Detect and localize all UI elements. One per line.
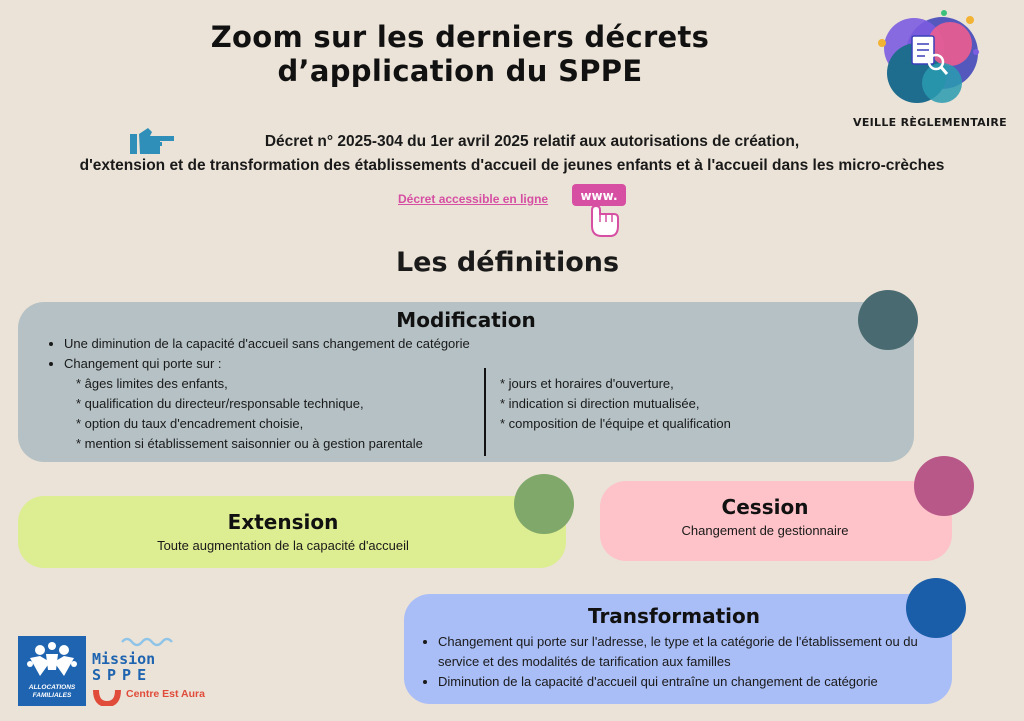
- caf-figures-icon: [18, 636, 86, 684]
- cession-title: Cession: [721, 495, 809, 519]
- modification-bullet-1: • Une diminution de la capacité d'accueil sans changement de catégorie: [64, 334, 470, 354]
- transformation-bullets: [438, 632, 942, 692]
- modification-bullet-2: • Changement qui porte sur :: [64, 354, 470, 374]
- extension-dot: [514, 474, 574, 534]
- www-label: www.: [580, 189, 618, 203]
- decree-online-link[interactable]: Décret accessible en ligne: [398, 192, 549, 206]
- transformation-bullet-1: • Changement qui porte sur l'adresse, le type et la catégorie de l'établissement ou du service et des modalités de tarification aux familles: [438, 632, 942, 672]
- decree-line-1: Décret n° 2025-304 du 1er avril 2025 relatif aux autorisations de création,: [264, 133, 800, 150]
- sppe-region: Centre Est Aura: [126, 688, 205, 700]
- modification-left-list: [76, 374, 423, 454]
- cession-card: [600, 481, 952, 561]
- mission-sppe-logo: [92, 636, 222, 706]
- extension-card: [18, 496, 566, 568]
- list-item: * indication si direction mutualisée,: [500, 396, 700, 411]
- column-divider: [484, 368, 486, 456]
- cession-text: Changement de gestionnaire: [681, 523, 849, 538]
- list-item: * option du taux d'encadrement choisie,: [76, 416, 304, 431]
- caf-line-1: ALLOCATIONS: [28, 684, 76, 691]
- modification-right-list: [500, 374, 731, 434]
- decree-line-2: d'extension et de transformation des établissements d'accueil de jeunes enfants et à l'accueil dans les micro-crèches: [79, 157, 945, 174]
- modification-title: Modification: [396, 308, 536, 332]
- extension-text: Toute augmentation de la capacité d'accueil: [157, 538, 409, 553]
- transformation-title: Transformation: [588, 604, 760, 628]
- extension-title: Extension: [227, 510, 339, 534]
- list-item: * mention si établissement saisonnier ou à gestion parentale: [76, 436, 423, 451]
- decree-title: [0, 130, 1024, 178]
- modification-dot: [858, 290, 918, 350]
- cession-dot: [914, 456, 974, 516]
- sppe-mission-word: Mission: [92, 650, 156, 668]
- list-item: * jours et horaires d'ouverture,: [500, 376, 674, 391]
- transformation-bullet-2: • Diminution de la capacité d'accueil qui entraîne un changement de catégorie: [438, 672, 942, 692]
- transformation-dot: [906, 578, 966, 638]
- modification-card: [18, 302, 914, 462]
- list-item: * composition de l'équipe et qualification: [500, 416, 731, 431]
- caf-logo: [18, 636, 86, 706]
- www-click-icon[interactable]: [570, 182, 630, 240]
- caf-text: [18, 684, 86, 700]
- page-title: [130, 20, 790, 88]
- caf-line-2: FAMILIALES: [32, 692, 72, 699]
- definitions-title: Les définitions: [395, 247, 620, 278]
- modification-bullets: [64, 334, 470, 374]
- sppe-name: SPPE: [92, 666, 153, 684]
- veille-label: VEILLE RÈGLEMENTAIRE: [853, 116, 1007, 129]
- list-item: * âges limites des enfants,: [76, 376, 228, 391]
- title-line-1: Zoom sur les derniers décrets: [210, 20, 710, 54]
- title-line-2: d’application du SPPE: [277, 54, 643, 88]
- veille-badge-icon: [872, 8, 982, 108]
- list-item: * qualification du directeur/responsable technique,: [76, 396, 364, 411]
- transformation-card: [404, 594, 952, 704]
